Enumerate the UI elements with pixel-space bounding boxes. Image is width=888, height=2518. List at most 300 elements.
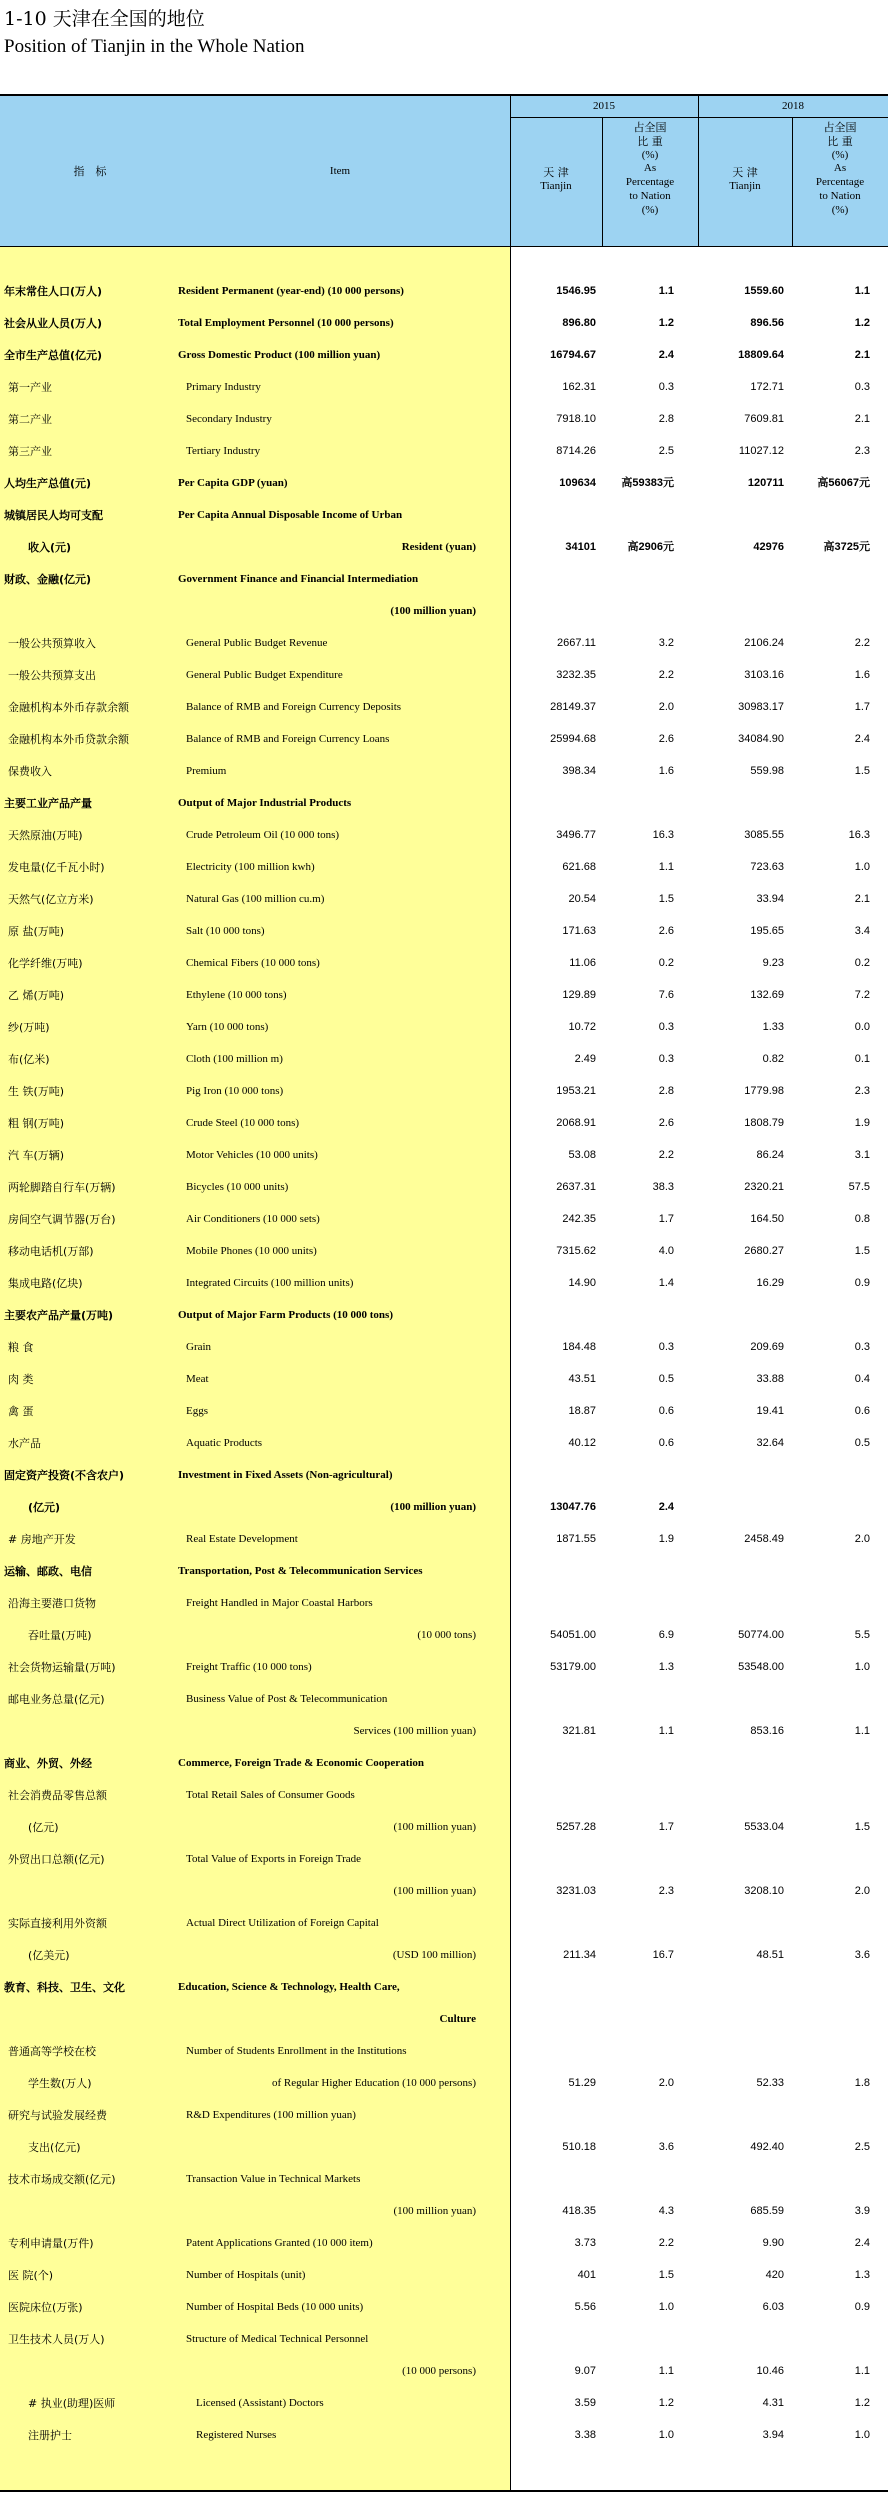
- value-2018: 209.69: [750, 1341, 784, 1353]
- item-label-en: Crude Steel (10 000 tons): [186, 1117, 300, 1129]
- percent-2015: 0.6: [658, 1437, 674, 1449]
- value-2015: 2.49: [574, 1053, 596, 1065]
- percent-2015: 2.2: [658, 2237, 674, 2249]
- indicator-label-cn: 商业、外贸、外经: [4, 1757, 92, 1770]
- percent-2015: 2.4: [658, 1501, 674, 1513]
- item-label-en: Transportation, Post & Telecommunication Services: [178, 1565, 423, 1577]
- header-pct-line: (%): [641, 148, 659, 161]
- value-2018: 3085.55: [744, 829, 784, 841]
- indicator-label-cn: 医 院(个): [8, 2269, 54, 2282]
- value-2018: 30983.17: [738, 701, 784, 713]
- indicator-label-cn: 运输、邮政、电信: [4, 1565, 92, 1578]
- value-2015: 9.07: [574, 2365, 596, 2377]
- indicator-label-cn: 发电量(亿千瓦小时): [8, 861, 105, 874]
- header-indicator: 指 标: [73, 165, 107, 178]
- percent-2018: 2.0: [854, 1533, 870, 1545]
- value-2015: 5.56: [574, 2301, 596, 2313]
- header-pct-line: Percentage: [815, 176, 865, 188]
- percent-2018: 0.8: [854, 1213, 870, 1225]
- indicator-label-cn: 乙 烯(万吨): [8, 989, 65, 1002]
- percent-2018: 0.4: [854, 1373, 870, 1385]
- item-label-en: Total Employment Personnel (10 000 persons): [178, 317, 394, 329]
- percent-2015: 0.5: [658, 1373, 674, 1385]
- indicator-label-cn: 金融机构本外币贷款余额: [8, 733, 129, 746]
- indicator-label-cn: 学生数(万人): [28, 2077, 92, 2090]
- percent-2015: 1.1: [658, 1725, 674, 1737]
- indicator-label-cn: 人均生产总值(元): [4, 477, 92, 490]
- percent-2018: 2.5: [854, 2141, 870, 2153]
- indicator-label-cn: 第三产业: [8, 445, 52, 458]
- percent-2015: 1.3: [658, 1661, 674, 1673]
- value-2018: 853.16: [750, 1725, 784, 1737]
- value-2015: 1871.55: [556, 1533, 596, 1545]
- percent-2018: 2.1: [854, 413, 870, 425]
- value-2018: 5533.04: [744, 1821, 784, 1833]
- value-2015: 18.87: [568, 1405, 596, 1417]
- item-label-en: Yarn (10 000 tons): [186, 1021, 269, 1033]
- value-2015: 510.18: [562, 2141, 596, 2153]
- indicator-label-cn: 第二产业: [8, 413, 52, 426]
- percent-2015: 38.3: [652, 1181, 674, 1193]
- value-2018: 492.40: [750, 2141, 784, 2153]
- indicator-label-cn: 收入(元): [28, 541, 72, 554]
- percent-2015: 0.3: [658, 1341, 674, 1353]
- percent-2018: 0.1: [854, 1053, 870, 1065]
- percent-2018: 0.2: [854, 957, 870, 969]
- value-2015: 40.12: [568, 1437, 596, 1449]
- value-2018: 9.23: [762, 957, 784, 969]
- value-2015: 896.80: [562, 317, 596, 329]
- table-title-chinese: 1-10 天津在全国的地位: [4, 8, 205, 30]
- value-2015: 43.51: [568, 1373, 596, 1385]
- item-label-en: Primary Industry: [186, 381, 261, 393]
- percent-2015: 4.0: [658, 1245, 674, 1257]
- indicator-label-cn: 注册护士: [28, 2429, 72, 2442]
- value-2015: 16794.67: [550, 349, 596, 361]
- item-label-en: Grain: [186, 1341, 212, 1353]
- item-label-en: General Public Budget Revenue: [186, 637, 328, 649]
- percent-2018: 高3725元: [823, 541, 870, 553]
- value-2015: 7315.62: [556, 1245, 596, 1257]
- indicator-label-cn: 外贸出口总额(亿元): [8, 1853, 105, 1866]
- indicator-label-cn: 年末常住人口(万人): [4, 285, 103, 298]
- item-label-en: Structure of Medical Technical Personnel: [186, 2333, 369, 2345]
- value-2015: 13047.76: [550, 1501, 596, 1513]
- indicator-label-cn: 禽 蛋: [8, 1405, 34, 1418]
- value-2015: 53.08: [568, 1149, 596, 1161]
- percent-2018: 1.2: [854, 317, 870, 329]
- percent-2018: 5.5: [854, 1629, 870, 1641]
- percent-2015: 1.5: [658, 2269, 674, 2281]
- item-label-en: (100 million yuan): [390, 605, 476, 617]
- percent-2018: 1.0: [854, 861, 870, 873]
- item-label-en: Registered Nurses: [196, 2429, 277, 2441]
- percent-2015: 1.1: [658, 2365, 674, 2377]
- value-2015: 2667.11: [557, 637, 596, 649]
- item-label-en: Ethylene (10 000 tons): [186, 989, 287, 1001]
- indicator-label-cn: 教育、科技、卫生、文化: [4, 1981, 125, 1994]
- percent-2018: 0.3: [854, 381, 870, 393]
- indicator-label-cn: 实际直接利用外资额: [8, 1917, 107, 1930]
- header-pct-line: As: [833, 162, 847, 175]
- header-tianjin-en: Tianjin: [540, 179, 572, 192]
- indicator-label-cn: 医院床位(万张): [8, 2301, 83, 2314]
- value-2018: 2106.24: [744, 637, 784, 649]
- header-item: Item: [329, 165, 351, 177]
- value-2018: 1.33: [762, 1021, 784, 1033]
- item-label-en: Integrated Circuits (100 million units): [186, 1277, 354, 1289]
- percent-2018: 2.3: [854, 1085, 870, 1097]
- header-tianjin-2015: [510, 166, 602, 194]
- item-label-en: Total Retail Sales of Consumer Goods: [186, 1789, 355, 1801]
- header-year-2018: 2018: [782, 100, 804, 112]
- percent-2018: 3.4: [854, 925, 870, 937]
- item-label-en: Resident (yuan): [401, 541, 476, 553]
- item-label-en: of Regular Higher Education (10 000 persons): [271, 2077, 476, 2089]
- value-2018: 164.50: [750, 1213, 784, 1225]
- percent-2015: 1.0: [658, 2301, 674, 2313]
- header-pct-line: (%): [831, 148, 849, 161]
- indicator-label-cn: 社会消费品零售总额: [8, 1789, 107, 1802]
- indicator-label-cn: 房间空气调节器(万台): [8, 1213, 116, 1226]
- indicator-label-cn: 汽 车(万辆): [8, 1149, 65, 1162]
- percent-2018: 1.8: [854, 2077, 870, 2089]
- item-label-en: (10 000 persons): [402, 2365, 476, 2377]
- percent-2015: 1.2: [658, 2397, 674, 2409]
- percent-2015: 1.2: [658, 317, 674, 329]
- indicator-label-cn: 粗 钢(万吨): [8, 1117, 65, 1130]
- percent-2018: 0.0: [854, 1021, 870, 1033]
- header-tianjin-cn: 天 津: [732, 166, 758, 179]
- item-label-en: Aquatic Products: [186, 1437, 263, 1449]
- percent-2018: 2.4: [854, 2237, 870, 2249]
- percent-2015: 1.7: [658, 1821, 674, 1833]
- header-pct-line: 比 重: [637, 134, 663, 148]
- item-label-en: Salt (10 000 tons): [186, 925, 265, 937]
- value-2015: 184.48: [562, 1341, 596, 1353]
- indicator-label-cn: 全市生产总值(亿元): [4, 349, 103, 362]
- item-label-en: Number of Hospital Beds (10 000 units): [186, 2301, 364, 2313]
- item-label-en: Meat: [186, 1373, 209, 1385]
- item-label-en: Motor Vehicles (10 000 units): [186, 1149, 318, 1161]
- value-2015: 1546.95: [556, 285, 596, 297]
- indicator-label-cn: 社会从业人员(万人): [4, 317, 103, 330]
- value-2018: 2320.21: [744, 1181, 784, 1193]
- percent-2015: 7.6: [658, 989, 674, 1001]
- value-2015: 3231.03: [556, 1885, 596, 1897]
- header-bottom-rule: [0, 246, 888, 247]
- value-2018: 11027.12: [738, 445, 784, 457]
- percent-2015: 0.3: [658, 1053, 674, 1065]
- header-tianjin-2018: [698, 166, 792, 194]
- header-pct-line: Percentage: [625, 176, 675, 188]
- percent-2015: 6.9: [658, 1629, 674, 1641]
- item-label-en: Culture: [439, 2013, 476, 2025]
- percent-2018: 1.9: [854, 1117, 870, 1129]
- value-2015: 418.35: [562, 2205, 596, 2217]
- percent-2018: 0.3: [854, 1341, 870, 1353]
- item-label-en: Resident Permanent (year-end) (10 000 persons): [178, 285, 404, 297]
- indicator-label-cn: 邮电业务总量(亿元): [8, 1693, 105, 1706]
- item-label-en: Chemical Fibers (10 000 tons): [186, 957, 320, 969]
- percent-2015: 3.6: [658, 2141, 674, 2153]
- item-label-en: Tertiary Industry: [186, 445, 261, 457]
- percent-2018: 7.2: [854, 989, 870, 1001]
- percent-2015: 2.3: [658, 1885, 674, 1897]
- indicator-label-cn: 水产品: [8, 1437, 41, 1450]
- value-2015: 11.06: [569, 957, 596, 969]
- value-2015: 3.38: [574, 2429, 596, 2441]
- header-percentage-2018: [792, 121, 888, 217]
- value-2018: 48.51: [756, 1949, 784, 1961]
- percent-2015: 4.3: [658, 2205, 674, 2217]
- value-2015: 129.89: [562, 989, 596, 1001]
- value-2015: 3.59: [574, 2397, 596, 2409]
- indicator-label-cn: 纱(万吨): [8, 1021, 50, 1034]
- indicator-label-cn: 吞吐量(万吨): [28, 1629, 92, 1642]
- header-pct-line: (%): [641, 203, 659, 216]
- value-2018: 195.65: [750, 925, 784, 937]
- item-label-en: Government Finance and Financial Intermediation: [178, 573, 419, 585]
- value-2018: 3208.10: [744, 1885, 784, 1897]
- item-label-en: Licensed (Assistant) Doctors: [196, 2397, 324, 2409]
- percent-2018: 1.5: [854, 1821, 870, 1833]
- value-2015: 242.35: [562, 1213, 596, 1225]
- table-bottom-rule: [0, 2490, 888, 2492]
- value-2018: 723.63: [750, 861, 784, 873]
- percent-2018: 1.5: [854, 1245, 870, 1257]
- value-2015: 14.90: [568, 1277, 596, 1289]
- item-label-en: Education, Science & Technology, Health Care,: [178, 1981, 400, 1993]
- indicator-label-cn: 主要农产品产量(万吨): [4, 1309, 114, 1322]
- indicator-label-cn: 固定资产投资(不含农户): [4, 1469, 125, 1482]
- value-2018: 120711: [747, 477, 784, 489]
- item-label-en: Actual Direct Utilization of Foreign Capital: [186, 1917, 379, 1929]
- indicator-label-cn: (亿美元): [28, 1949, 70, 1962]
- percent-2015: 0.2: [658, 957, 674, 969]
- item-label-en: Electricity (100 million kwh): [186, 861, 315, 873]
- value-2018: 1779.98: [744, 1085, 784, 1097]
- indicator-label-cn: # 房地产开发: [8, 1533, 76, 1546]
- indicator-label-cn: 沿海主要港口货物: [8, 1597, 96, 1610]
- item-label-en: (USD 100 million): [392, 1949, 476, 1961]
- item-label-en: (10 000 tons): [417, 1629, 476, 1641]
- value-2018: 33.88: [756, 1373, 784, 1385]
- item-label-en: Commerce, Foreign Trade & Economic Cooperation: [178, 1757, 425, 1769]
- percent-2018: 1.6: [854, 669, 870, 681]
- item-label-en: Per Capita Annual Disposable Income of Urban: [178, 509, 403, 521]
- indicator-label-cn: 集成电路(亿块): [8, 1277, 83, 1290]
- value-2018: 33.94: [756, 893, 784, 905]
- item-label-en: Transaction Value in Technical Markets: [186, 2173, 361, 2185]
- item-label-en: Freight Traffic (10 000 tons): [186, 1661, 312, 1673]
- header-tianjin-cn: 天 津: [543, 166, 569, 179]
- value-2018: 10.46: [756, 2365, 784, 2377]
- header-percentage-2015: [602, 121, 698, 217]
- item-label-en: Output of Major Industrial Products: [178, 797, 352, 809]
- percent-2018: 0.9: [854, 1277, 870, 1289]
- value-2015: 211.34: [563, 1949, 596, 1961]
- value-2015: 5257.28: [556, 1821, 596, 1833]
- item-label-en: Premium: [186, 765, 227, 777]
- percent-2018: 1.2: [854, 2397, 870, 2409]
- value-2018: 52.33: [756, 2077, 784, 2089]
- item-label-en: Air Conditioners (10 000 sets): [186, 1213, 320, 1225]
- percent-2018: 2.3: [854, 445, 870, 457]
- value-2015: 8714.26: [556, 445, 596, 457]
- percent-2018: 16.3: [848, 829, 870, 841]
- percent-2015: 1.1: [658, 861, 674, 873]
- value-2015: 10.72: [568, 1021, 596, 1033]
- indicator-label-cn: (亿元): [28, 1821, 59, 1834]
- item-label-en: Mobile Phones (10 000 units): [186, 1245, 317, 1257]
- value-2015: 162.31: [562, 381, 596, 393]
- item-label-en: (100 million yuan): [390, 1501, 476, 1513]
- value-2015: 171.63: [562, 925, 596, 937]
- item-label-en: Natural Gas (100 million cu.m): [186, 893, 325, 905]
- item-label-en: Number of Hospitals (unit): [186, 2269, 306, 2281]
- indicator-label-cn: 社会货物运输量(万吨): [8, 1661, 116, 1674]
- indicator-label-cn: 天然原油(万吨): [8, 829, 83, 842]
- value-2018: 172.71: [750, 381, 784, 393]
- percent-2015: 1.0: [658, 2429, 674, 2441]
- percent-2018: 高56067元: [817, 477, 870, 489]
- value-2015: 401: [577, 2269, 596, 2281]
- item-label-en: Eggs: [186, 1405, 208, 1417]
- header-pct-line: to Nation: [819, 189, 861, 202]
- percent-2018: 0.9: [854, 2301, 870, 2313]
- indicator-label-cn: 第一产业: [8, 381, 52, 394]
- indicator-label-cn: 粮 食: [8, 1341, 34, 1354]
- indicator-label-cn: 金融机构本外币存款余额: [8, 701, 129, 714]
- value-2015: 28149.37: [550, 701, 596, 713]
- percent-2018: 2.1: [854, 349, 870, 361]
- percent-2018: 2.4: [854, 733, 870, 745]
- percent-2015: 1.4: [658, 1277, 674, 1289]
- value-2015: 2637.31: [556, 1181, 596, 1193]
- value-2018: 1559.60: [744, 285, 784, 297]
- item-label-en: Freight Handled in Major Coastal Harbors: [186, 1597, 373, 1609]
- value-2015: 321.81: [562, 1725, 596, 1737]
- percent-2015: 2.8: [658, 1085, 674, 1097]
- value-2015: 621.68: [562, 861, 596, 873]
- value-2018: 7609.81: [744, 413, 784, 425]
- item-label-en: R&D Expenditures (100 million yuan): [186, 2109, 356, 2121]
- percent-2018: 3.9: [854, 2205, 870, 2217]
- value-2018: 685.59: [750, 2205, 784, 2217]
- percent-2018: 3.6: [854, 1949, 870, 1961]
- percent-2018: 1.1: [854, 2365, 870, 2377]
- item-label-en: (100 million yuan): [393, 1885, 476, 1897]
- value-2015: 1953.21: [556, 1085, 596, 1097]
- percent-2015: 2.6: [658, 925, 674, 937]
- percent-2018: 2.2: [854, 637, 870, 649]
- value-2018: 132.69: [750, 989, 784, 1001]
- percent-2018: 1.5: [854, 765, 870, 777]
- item-label-en: Number of Students Enrollment in the Institutions: [186, 2045, 407, 2057]
- header-pct-line: 比 重: [827, 134, 853, 148]
- percent-2015: 2.6: [658, 733, 674, 745]
- indicator-label-cn: 原 盐(万吨): [8, 925, 65, 938]
- percent-2015: 2.2: [658, 669, 674, 681]
- value-2018: 18809.64: [738, 349, 784, 361]
- percent-2015: 1.6: [658, 765, 674, 777]
- percent-2015: 3.2: [658, 637, 674, 649]
- value-2018: 6.03: [762, 2301, 784, 2313]
- percent-2015: 0.3: [658, 381, 674, 393]
- value-2018: 53548.00: [738, 1661, 784, 1673]
- value-2015: 3496.77: [556, 829, 596, 841]
- item-label-en: Investment in Fixed Assets (Non-agricultural): [178, 1469, 393, 1481]
- value-2018: 9.90: [762, 2237, 784, 2249]
- value-2015: 34101: [565, 541, 596, 553]
- indicator-label-cn: 研究与试验发展经费: [8, 2109, 107, 2122]
- percent-2018: 0.5: [854, 1437, 870, 1449]
- table-title-english: Position of Tianjin in the Whole Nation: [4, 36, 305, 57]
- indicator-label-cn: 肉 类: [8, 1373, 34, 1386]
- value-2018: 16.29: [756, 1277, 784, 1289]
- percent-2018: 1.1: [854, 285, 870, 297]
- item-label-en: Balance of RMB and Foreign Currency Loans: [186, 733, 390, 745]
- value-2018: 2680.27: [744, 1245, 784, 1257]
- header-year-divider: [510, 117, 888, 118]
- indicator-label-cn: # 执业(助理)医师: [28, 2397, 116, 2410]
- percent-2018: 3.1: [854, 1149, 870, 1161]
- value-2018: 420: [765, 2269, 784, 2281]
- item-label-en: Per Capita GDP (yuan): [178, 477, 288, 489]
- value-2015: 51.29: [568, 2077, 596, 2089]
- value-2015: 20.54: [568, 893, 596, 905]
- percent-2018: 1.1: [854, 1725, 870, 1737]
- indicator-label-cn: 移动电话机(万部): [8, 1245, 94, 1258]
- header-pct-line: to Nation: [629, 189, 671, 202]
- percent-2015: 高2906元: [627, 541, 674, 553]
- indicator-label-cn: 支出(亿元): [28, 2141, 81, 2154]
- percent-2015: 1.1: [658, 285, 674, 297]
- percent-2018: 57.5: [848, 1181, 870, 1193]
- percent-2015: 高59383元: [621, 477, 674, 489]
- value-2018: 0.82: [762, 1053, 784, 1065]
- indicator-label-cn: 城镇居民人均可支配: [4, 509, 103, 522]
- percent-2015: 2.5: [658, 445, 674, 457]
- item-label-en: Bicycles (10 000 units): [186, 1181, 289, 1193]
- value-2015: 3232.35: [556, 669, 596, 681]
- percent-2018: 1.3: [854, 2269, 870, 2281]
- item-label-en: Gross Domestic Product (100 million yuan): [178, 349, 381, 361]
- indicator-label-cn: (亿元): [28, 1501, 61, 1514]
- value-2018: 559.98: [750, 765, 784, 777]
- indicator-label-cn: 生 铁(万吨): [8, 1085, 65, 1098]
- value-2018: 19.41: [756, 1405, 784, 1417]
- item-label-en: General Public Budget Expenditure: [186, 669, 343, 681]
- percent-2018: 1.7: [854, 701, 870, 713]
- header-pct-line: 占全国: [633, 121, 667, 134]
- item-label-en: Pig Iron (10 000 tons): [186, 1085, 284, 1097]
- value-2015: 398.34: [562, 765, 596, 777]
- indicator-label-cn: 化学纤维(万吨): [8, 957, 83, 970]
- indicator-label-cn: 一般公共预算支出: [8, 669, 96, 682]
- value-2018: 2458.49: [744, 1533, 784, 1545]
- item-label-en: Business Value of Post & Telecommunication: [186, 1693, 388, 1705]
- value-2015: 3.73: [574, 2237, 596, 2249]
- value-2015: 2068.91: [556, 1117, 596, 1129]
- header-tianjin-en: Tianjin: [729, 179, 761, 192]
- indicator-label-cn: 两轮脚踏自行车(万辆): [8, 1181, 116, 1194]
- value-2018: 3103.16: [744, 669, 784, 681]
- indicator-label-cn: 技术市场成交额(亿元): [8, 2173, 116, 2186]
- value-2018: 1808.79: [744, 1117, 784, 1129]
- percent-2015: 0.6: [658, 1405, 674, 1417]
